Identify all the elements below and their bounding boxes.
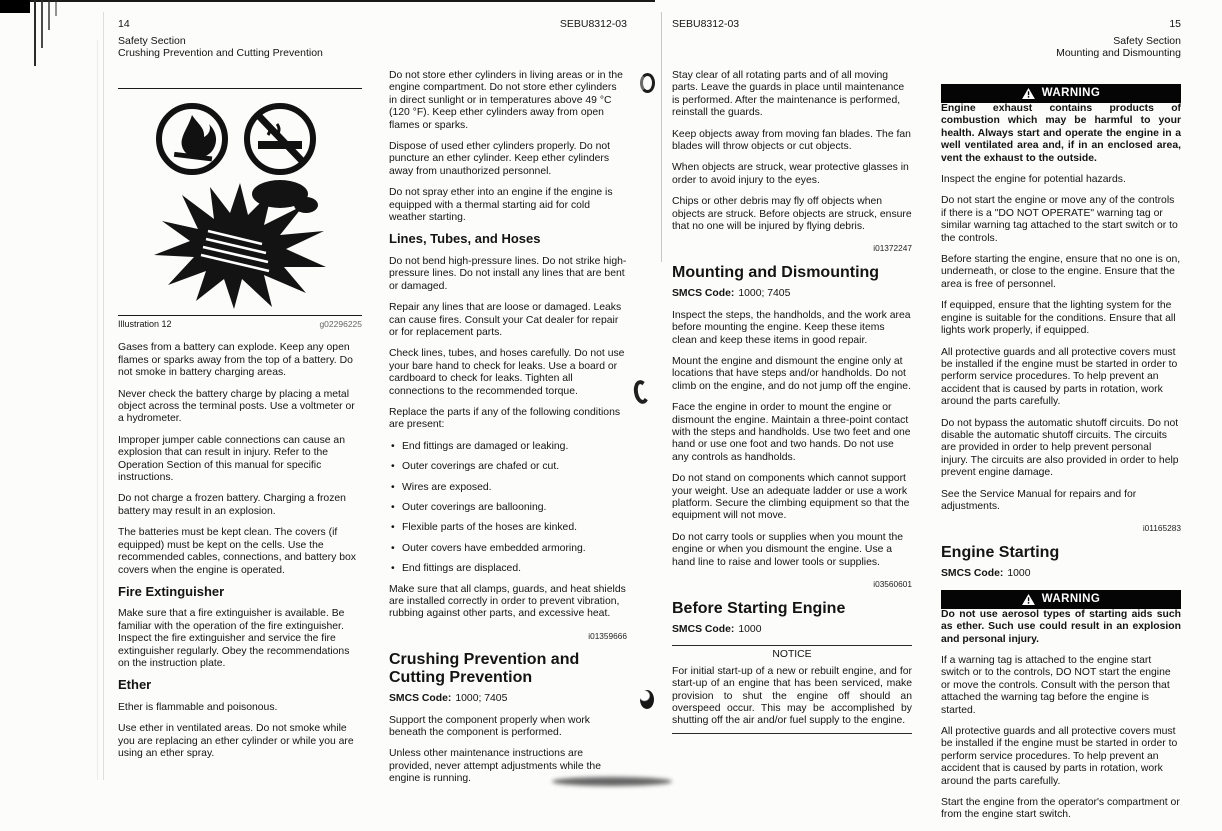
- paragraph: Inspect the engine for potential hazards.: [941, 174, 1126, 186]
- notice-box: [672, 645, 912, 733]
- paragraph: When objects are struck, wear protective glasses in order to avoid injury to the eyes.: [672, 162, 909, 186]
- page15-header: [941, 18, 1181, 60]
- notice-body: For initial start-up of a new or rebuilt engine, and for start-up of an engine that has been serviced, make provision to shut the engine off should an overspeed occur. This may be accomplished by shutting off the air and/or fuel supply to the engine.: [672, 665, 912, 727]
- subsection-title: Crushing Prevention and Cutting Prevention: [118, 47, 323, 59]
- heading-engine-starting: Engine Starting: [941, 543, 1060, 561]
- smcs-code: SMCS Code: 1000: [941, 568, 1031, 580]
- paragraph: All protective guards and all protective covers must be installed if the engine must be started in order to perform service procedures. To help prevent an accident that is caused by parts in rotation, work around the parts carefully.: [941, 725, 1178, 787]
- paragraph: Face the engine in order to mount the engine or dismount the engine. Maintain a three-point contact with the steps and handholds. Use two feet and one hand or use one foot and two hands. Do not use any controls as handholds.: [672, 402, 911, 463]
- paragraph: Do not charge a frozen battery. Charging a frozen battery may result in an explosion.: [118, 493, 346, 517]
- illustration-label: Illustration 12: [118, 319, 172, 329]
- scan-corner-block: [0, 0, 30, 13]
- page-number: 14: [118, 18, 130, 30]
- bullet-item: • Outer coverings are chafed or cut.: [389, 461, 627, 473]
- warning-triangle-icon: [1022, 594, 1035, 605]
- paragraph: Do not spray ether into an engine if the engine is equipped with a thermal starting aid for cold weather starting.: [389, 187, 613, 224]
- heading-fire-extinguisher: Fire Extinguisher: [118, 583, 225, 599]
- page15-column-2: [941, 84, 1181, 831]
- warning-label: WARNING: [1041, 592, 1101, 605]
- page-margin-line: [103, 12, 104, 780]
- no-open-flames-icon: [159, 106, 225, 172]
- bullet-item: • Wires are exposed.: [389, 482, 627, 494]
- bullet-item: • End fittings are displaced.: [389, 563, 627, 575]
- paragraph: If equipped, ensure that the lighting system for the engine is suitable for the conditions. Ensure that all lights work properly, if equipped.: [941, 300, 1176, 337]
- exploding-battery-icon: [154, 180, 326, 309]
- smcs-code: SMCS Code: 1000; 7405: [389, 693, 508, 705]
- paragraph: Do not start the engine or move any of the controls if there is a "DO NOT OPERATE" warning tag or similar warning tag attached to the start switch or to the controls.: [941, 195, 1178, 244]
- bullet-item: • Outer coverings are ballooning.: [389, 502, 627, 514]
- paragraph: The batteries must be kept clean. The covers (if equipped) must be kept on the cells. Use the recommended cables, connections, and battery box covers when the engine is operated.: [118, 527, 356, 576]
- topic-id: i01372247: [873, 243, 912, 254]
- paragraph: Do not bend high-pressure lines. Do not strike high-pressure lines. Do not install any lines that are bent or damaged.: [389, 255, 627, 292]
- page-margin-line: [97, 40, 98, 780]
- warning-box-exhaust: [941, 84, 1181, 165]
- paragraph: Before starting the engine, ensure that no one is on, underneath, or close to the engine. Ensure that the area is free of personnel.: [941, 254, 1181, 290]
- warning-label: WARNING: [1041, 87, 1101, 100]
- paragraph: Check lines, tubes, and hoses carefully. Do not use your bare hand to check for leaks. Use a board or cardboard to check for leaks. Tighten all connections to the recommended torque.: [389, 348, 625, 397]
- binder-hole: [640, 690, 654, 709]
- section-title: Safety Section: [1113, 34, 1181, 47]
- topic-id: i01165283: [1142, 523, 1181, 534]
- paragraph: Unless other maintenance instructions are provided, never attempt adjustments while the engine is running.: [389, 748, 601, 785]
- smcs-code: SMCS Code: 1000: [672, 624, 762, 635]
- paragraph: Ether is flammable and poisonous.: [118, 701, 278, 713]
- warning-triangle-icon: [1022, 88, 1035, 99]
- page14-column-2: [389, 70, 627, 795]
- doc-code: SEBU8312-03: [559, 18, 627, 30]
- heading-before-starting-engine: Before Starting Engine: [672, 599, 846, 617]
- warning-body: Do not use aerosol types of starting aids such as ether. Such use could result in an explosion and personal injury.: [941, 608, 1181, 645]
- paragraph: Gases from a battery can explode. Keep any open flames or sparks away from the top of a battery. Do not smoke in battery charging areas.: [118, 342, 353, 379]
- notice-label: NOTICE: [772, 649, 812, 661]
- smcs-code: SMCS Code: 1000; 7405: [672, 288, 791, 300]
- paragraph: Repair any lines that are loose or damaged. Leaks can cause fires. Consult your Cat dealer for repair or for replacement parts.: [389, 302, 622, 338]
- topic-id: i03560601: [873, 579, 912, 590]
- warning-header: [941, 590, 1181, 609]
- page15-column-1: [672, 70, 912, 742]
- heading-mounting-dismounting: Mounting and Dismounting: [672, 263, 880, 281]
- paragraph: Mount the engine and dismount the engine only at locations that have steps and/or handholds. Do not climb on the engine, and do not jump off the engine.: [672, 356, 911, 392]
- page-fold-line: [661, 12, 662, 262]
- paragraph: Stay clear of all rotating parts and of all moving parts. Leave the guards in place until maintenance is performed. After the maintenance is performed, reinstall the guards.: [672, 70, 905, 119]
- paragraph: See the Service Manual for repairs and for adjustments.: [941, 488, 1137, 512]
- paragraph: Do not store ether cylinders in living areas or in the engine compartment. Do not store ether cylinders in direct sunlight or in temperatures above 49 °C (120 °F). Keep ether cylinders away from open flames or sparks.: [389, 70, 623, 131]
- paragraph: Make sure that all clamps, guards, and heat shields are installed correctly in order to prevent vibration, rubbing against other parts, and excessive heat.: [389, 583, 626, 620]
- bullet-item: • Outer covers have embedded armoring.: [389, 543, 627, 555]
- scan-edge-line: [0, 0, 655, 2]
- binder-hole: [632, 379, 651, 405]
- paragraph: Do not bypass the automatic shutoff circuits. Do not disable the automatic shutoff circuits. The circuits are provided in order to help prevent personal injury. The circuits are also provided in order to help prevent engine damage.: [941, 417, 1179, 479]
- heading-crushing-prevention: Crushing Prevention and Cutting Prevention: [389, 651, 580, 686]
- binding-mark: [48, 0, 50, 30]
- paragraph: Never check the battery charge by placing a metal object across the terminal posts. Use a voltmeter or a hydrometer.: [118, 388, 355, 425]
- paragraph: Dispose of used ether cylinders properly. Do not puncture an ether cylinder. Keep ether cylinders away from unauthorized personnel.: [389, 141, 611, 177]
- warning-box-starting-aids: [941, 590, 1181, 646]
- hose-condition-list: [389, 441, 627, 576]
- page14-header: [118, 18, 378, 60]
- paragraph: Do not carry tools or supplies when you mount the engine or when you dismount the engine. Use a hand line to raise and lower tools or supplies.: [672, 531, 904, 568]
- paragraph: Make sure that a fire extinguisher is available. Be familiar with the operation of the fire extinguisher. Inspect the fire extinguisher and service the fire extinguisher regularly. Obey the recommendations on the instruction plate.: [118, 608, 350, 669]
- illustration-code: g02296225: [319, 319, 362, 329]
- warning-header: [941, 84, 1181, 103]
- binding-mark: [41, 0, 43, 48]
- binder-hole: [640, 73, 655, 93]
- page14-column-1: [118, 88, 362, 769]
- battery-explosion-warning-graphic: [130, 97, 350, 309]
- paragraph: All protective guards and all protective covers must be installed if the engine must be started in order to perform service procedures. To help prevent an accident that is caused by parts in rotation, work around the parts carefully.: [941, 346, 1178, 408]
- binding-mark: [55, 0, 57, 16]
- warning-body: Engine exhaust contains products of combustion which may be harmful to your health. Always start and operate the engine in a well ventilated area and, if in an enclosed area, vent the exhaust to the outside.: [941, 103, 1181, 164]
- doc-code: SEBU8312-03: [672, 18, 740, 30]
- paragraph: Chips or other debris may fly off objects when objects are struck. Before objects are struck, ensure that no one will be injured by flying debris.: [672, 196, 912, 233]
- paragraph: Inspect the steps, the handholds, and the work area before mounting the engine. Keep these items clean and keep these items in good repair.: [672, 309, 911, 346]
- paragraph: Support the component properly when work beneath the component is performed.: [389, 714, 590, 739]
- bullet-item: • Flexible parts of the hoses are kinked.: [389, 522, 627, 534]
- page-number: 15: [1169, 18, 1181, 30]
- paragraph: Do not stand on components which cannot support your weight. Use an adequate ladder or use a work platform. Secure the climbing equipment so that the equipment will not move.: [672, 473, 910, 522]
- illustration-caption: [118, 315, 362, 330]
- binding-mark: [34, 0, 36, 66]
- section-title: Safety Section: [118, 34, 186, 47]
- subsection-title: Mounting and Dismounting: [1056, 47, 1181, 59]
- topic-id: i01359666: [588, 630, 627, 641]
- illustration-12: [118, 88, 362, 330]
- bullet-item: • End fittings are damaged or leaking.: [389, 441, 627, 453]
- paragraph: Replace the parts if any of the following conditions are present:: [389, 406, 621, 431]
- paragraph: If a warning tag is attached to the engine start switch or to the controls, DO NOT start the engine or move the controls. Consult with the person that attached the warning tag before the engine is started.: [941, 654, 1171, 716]
- paragraph: Use ether in ventilated areas. Do not smoke while you are replacing an ether cylinder or while you are using an ether spray.: [118, 723, 354, 759]
- paragraph: Keep objects away from moving fan blades. The fan blades will throw objects or cut objects.: [672, 128, 911, 153]
- heading-ether: Ether: [118, 677, 152, 693]
- no-smoking-icon: [247, 106, 313, 172]
- paragraph: Start the engine from the operator's compartment or from the engine start switch.: [941, 796, 1180, 821]
- heading-lines-tubes-hoses: Lines, Tubes, and Hoses: [389, 231, 541, 247]
- paragraph: Improper jumper cable connections can cause an explosion that can result in injury. Refer to the Operation Section of this manual for specific instructions.: [118, 434, 345, 484]
